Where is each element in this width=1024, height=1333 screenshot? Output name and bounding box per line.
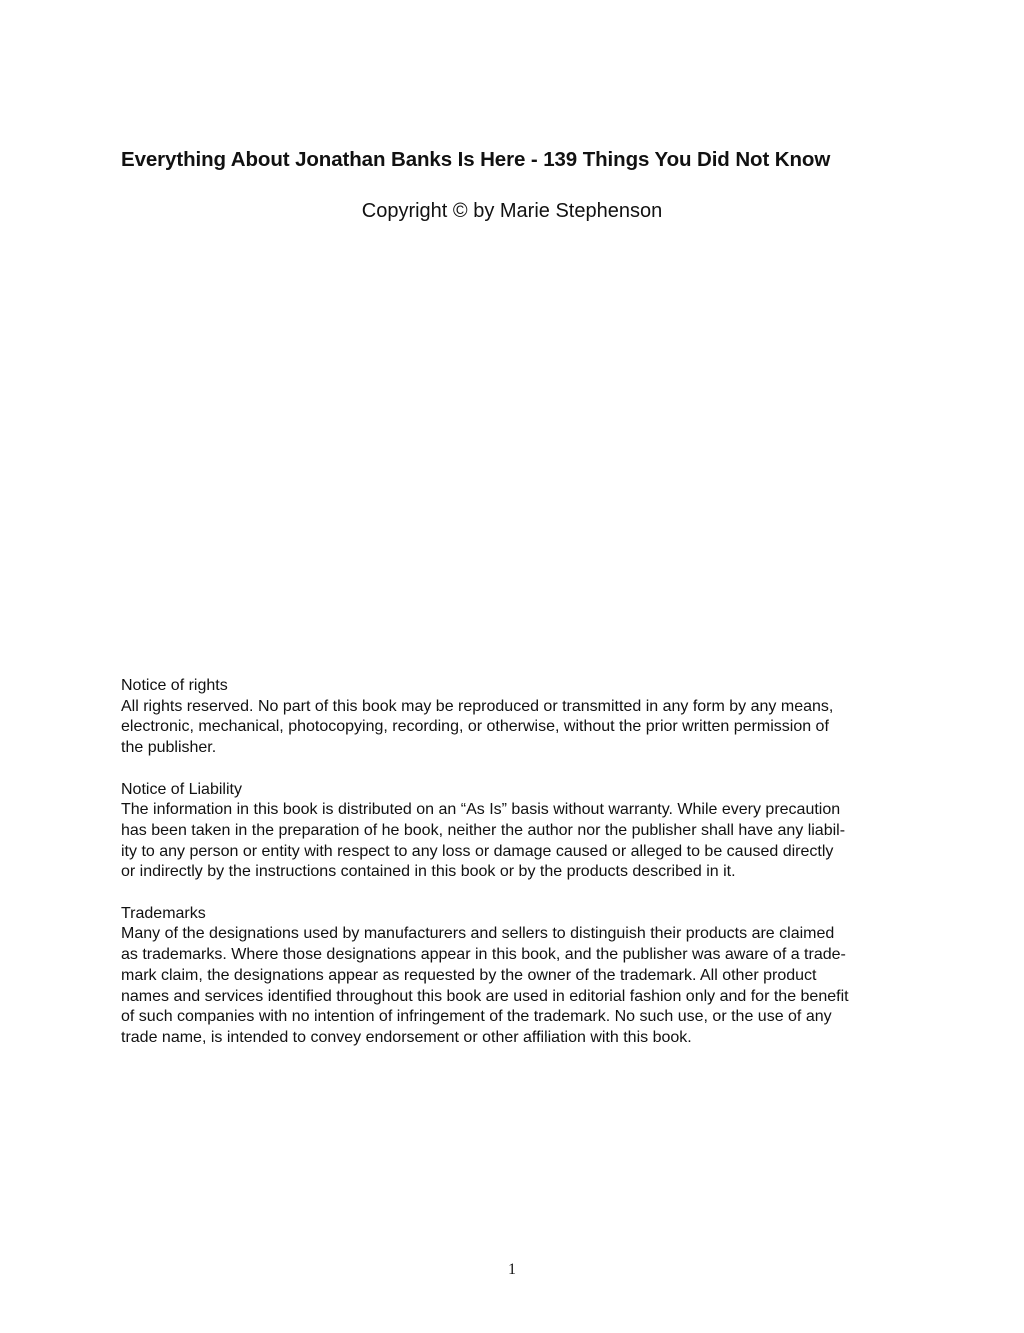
notice-line: All rights reserved. No part of this book may be reproduced or transmitted in any form by any means, bbox=[121, 697, 834, 715]
notice-heading: Trademarks bbox=[121, 904, 206, 922]
notice-line: the publisher. bbox=[121, 739, 217, 757]
page-number: 1 bbox=[508, 1261, 516, 1278]
notice-heading: Notice of rights bbox=[121, 677, 228, 694]
copyright-text: Copyright © by Marie Stephenson bbox=[361, 200, 663, 222]
notice-line: mark claim, the designations appear as requested by the owner of the trademark. All other product bbox=[121, 966, 817, 984]
notice-line: trade name, is intended to convey endorsement or other affiliation with this book. bbox=[121, 1028, 692, 1046]
notice-line: electronic, mechanical, photocopying, recording, or otherwise, without the prior written permission of bbox=[121, 718, 829, 736]
notice-line: or indirectly by the instructions contained in this book or by the products described in it. bbox=[121, 863, 736, 881]
notice-line: names and services identified throughout this book are used in editorial fashion only and for the benefit bbox=[121, 987, 849, 1005]
legal-notices bbox=[121, 676, 911, 1069]
book-title: Everything About Jonathan Banks Is Here - 139 Things You Did Not Know bbox=[121, 148, 831, 171]
notice-line: has been taken in the preparation of he book, neither the author nor the publisher shall have any liabil- bbox=[121, 821, 846, 839]
notice-of-liability bbox=[121, 780, 911, 884]
trademarks-notice bbox=[121, 904, 911, 1049]
notice-line: Many of the designations used by manufacturers and sellers to distinguish their products are claimed bbox=[121, 925, 835, 943]
notice-of-rights bbox=[121, 676, 911, 759]
notice-line: The information in this book is distributed on an “As Is” basis without warranty. While every precaution bbox=[121, 801, 841, 819]
notice-line: of such companies with no intention of infringement of the trademark. No such use, or the use of any bbox=[121, 1008, 832, 1026]
copyright-line bbox=[0, 197, 1024, 225]
notice-line: as trademarks. Where those designations appear in this book, and the publisher was aware of a trade- bbox=[121, 946, 846, 964]
notice-line: ity to any person or entity with respect to any loss or damage caused or alleged to be caused directly bbox=[121, 842, 834, 860]
notice-heading: Notice of Liability bbox=[121, 780, 242, 798]
